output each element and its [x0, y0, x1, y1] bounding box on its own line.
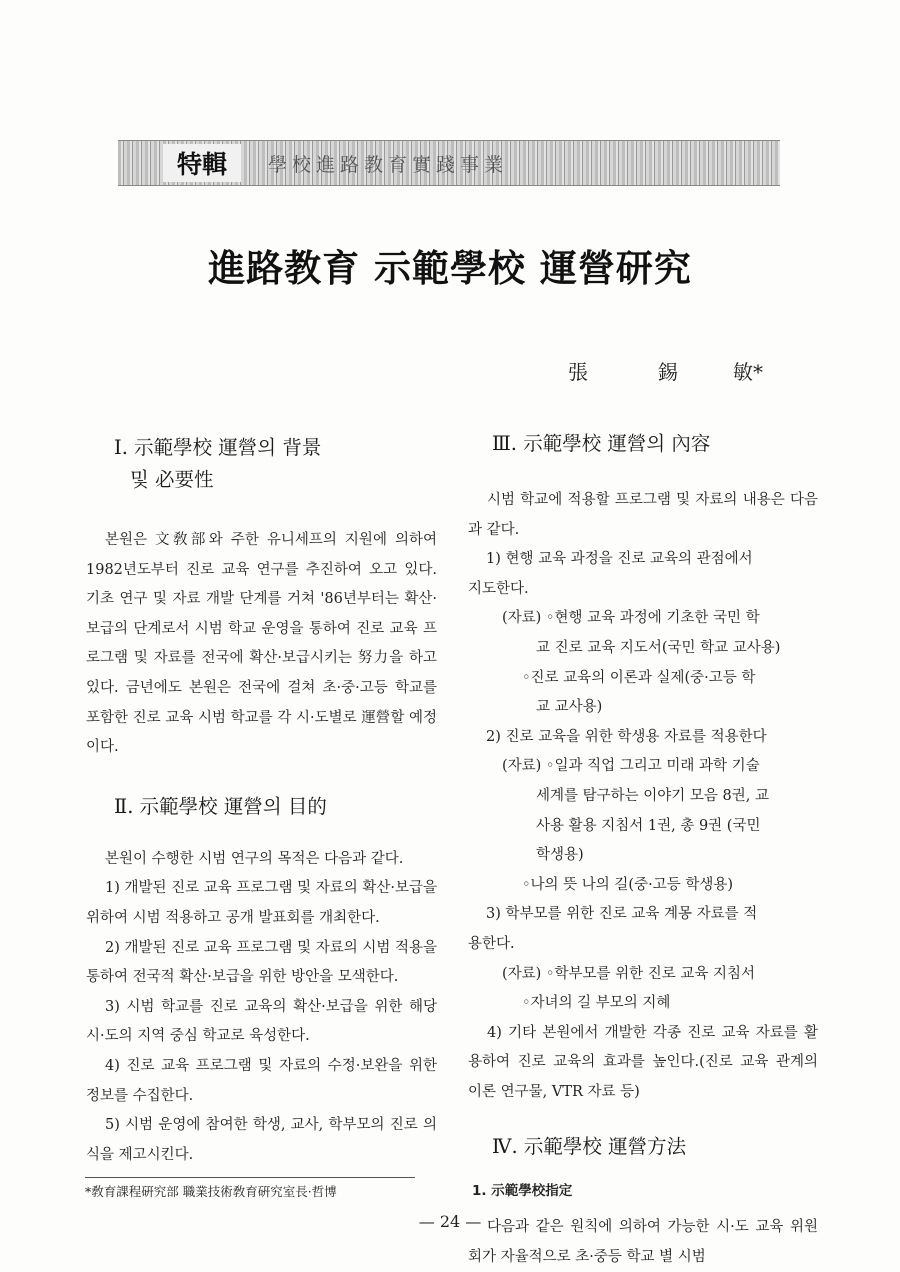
section-2: [86, 791, 437, 1171]
subsection-heading: 1. 示範學校指定: [472, 1183, 573, 1200]
list-item: 4) 진로 교육 프로그램 및 자료의 수정·보완을 위한 정보를 수집한다.: [86, 1057, 437, 1104]
section-heading: Ⅱ. 示範學校 運營의 目的: [114, 794, 327, 818]
list-item-cont: 지도한다.: [468, 580, 529, 597]
author-footnote: *敎育課程硏究部 職業技術敎育硏究室長·哲博: [85, 1177, 415, 1200]
material-line: ◦자녀의 길 부모의 지혜: [522, 995, 671, 1012]
material-line: ◦나의 뜻 나의 길(중·고등 학생용): [522, 876, 733, 893]
material-line: 세계를 탐구하는 이야기 모음 8권, 교: [536, 787, 769, 804]
list-item: 3) 학부모를 위한 진로 교육 계몽 자료를 적: [486, 906, 758, 923]
material-line: 학생용): [536, 847, 584, 864]
material-line: ◦진로 교육의 이론과 실제(중·고등 학: [522, 669, 756, 686]
section-heading: Ⅳ. 示範學校 運營方法: [492, 1135, 687, 1159]
list-item: 4) 기타 본원에서 개발한 각종 진로 교육 자료를 활용하여 진로 교육의 효과를 높인다.(진로 교육 관계의 이론 연구물, VTR 자료 등): [468, 1024, 818, 1100]
material-line: 사용 활용 지침서 1권, 총 9권 (국민: [536, 817, 761, 834]
right-column: [468, 428, 818, 1272]
section-paragraph: 본원은 文敎部와 주한 유니세프의 지원에 의하여 1982년도부터 진로 교육 연구를 추진하여 오고 있다. 기초 연구 및 자료 개발 단계를 거쳐 '86년부터는 확산·보급의 단계로서 시범 학교 운영을 통하여 진로 교육 프로그램 및 자료를 전국에 확산·보급시키는 努力을 하고 있다. 금년에도 본원은 전국에 걸쳐 초·중·고등 학교를 포함한 진로 교육 시범 학교를 각 시·도별로 運營할 예정이다.: [86, 532, 437, 756]
list-item: 1) 개발된 진로 교육 프로그램 및 자료의 확산·보급을 위하여 시범 적용하고 공개 발표회를 개최한다.: [86, 880, 437, 926]
list-item: 1) 현행 교육 과정을 진로 교육의 관점에서: [486, 551, 753, 568]
list-item: 2) 진로 교육을 위한 학생용 자료를 적용한다: [486, 728, 767, 745]
section-4: [468, 1131, 818, 1272]
section-paragraph: 시범 학교에 적용할 프로그램 및 자료의 내용은 다음과 같다.: [468, 492, 818, 538]
section-heading: Ⅲ. 示範學校 運營의 內容: [492, 432, 711, 455]
special-feature-banner: [118, 140, 780, 186]
material-line: 교 교사용): [536, 699, 603, 716]
material-line: (자료) ◦일과 직업 그리고 미래 과학 기술: [502, 758, 760, 775]
author-char: 張: [568, 360, 588, 384]
left-column: [86, 432, 437, 1170]
material-line: 교 진로 교육 지도서(국민 학교 교사용): [536, 639, 781, 656]
section-paragraph: 다음과 같은 원칙에 의하여 가능한 시·도 교육 위원회가 자율적으로 초·중등 학교 별 시범: [468, 1219, 818, 1265]
list-item: 2) 개발된 진로 교육 프로그램 및 자료의 시범 적용을 통하여 전국적 확산·보급을 위한 방안을 모색한다.: [86, 939, 437, 986]
banner-subtitle: 學校進路教育實踐事業: [268, 153, 509, 176]
section-paragraph: 본원이 수행한 시범 연구의 목적은 다음과 같다.: [105, 850, 404, 867]
material-line: (자료) ◦학부모를 위한 진로 교육 지침서: [502, 965, 756, 982]
section-heading-line2: 및 必要性: [130, 468, 214, 491]
article-title: 進路教育 示範學校 運營研究: [208, 246, 692, 290]
list-item: 5) 시범 운영에 참여한 학생, 교사, 학부모의 진로 의식을 제고시킨다.: [86, 1117, 437, 1163]
author-char: 錫: [658, 360, 678, 384]
page-number: — 24 —: [418, 1212, 482, 1231]
list-item-cont: 용한다.: [468, 935, 515, 952]
material-line: (자료) ◦현행 교육 과정에 기초한 국민 학: [502, 610, 760, 627]
section-3: [468, 428, 818, 1107]
list-item: 3) 시범 학교를 진로 교육의 확산·보급을 위한 해당 시·도의 지역 중심 학교로 육성한다.: [86, 998, 437, 1045]
section-1: [86, 432, 437, 763]
special-feature-label: 特輯: [163, 144, 241, 182]
section-heading: Ⅰ. 示範學校 運營의 背景: [114, 436, 322, 459]
author-char: 敏*: [733, 360, 763, 384]
author-name: [568, 356, 798, 386]
